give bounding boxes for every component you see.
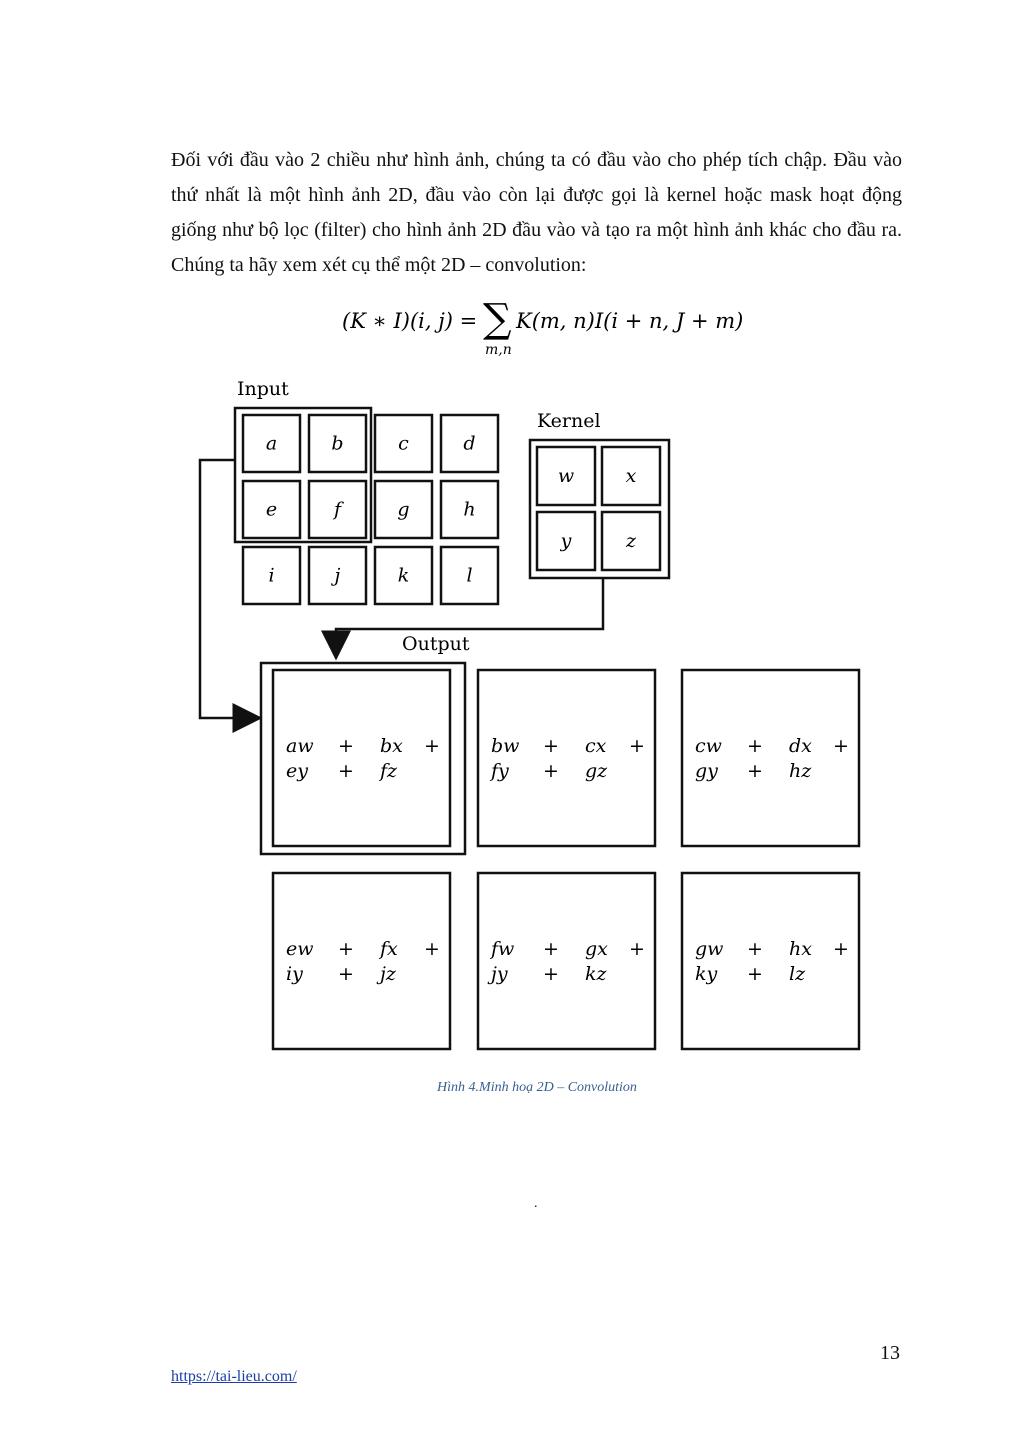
output-term: cw bbox=[695, 735, 722, 757]
input-cell-a bbox=[243, 415, 300, 472]
output-term: ey bbox=[286, 760, 308, 782]
output-term: fw bbox=[491, 938, 515, 960]
output-term: gz bbox=[585, 760, 608, 782]
input-cell-label: h bbox=[463, 498, 476, 521]
output-cell bbox=[273, 670, 450, 846]
input-cell-label: b bbox=[331, 432, 344, 455]
kernel-outer-border bbox=[530, 440, 669, 578]
input-cell-label: j bbox=[334, 564, 341, 587]
output-term: gy bbox=[695, 760, 718, 782]
input-arrow bbox=[200, 460, 260, 718]
input-cell-l bbox=[441, 547, 498, 604]
output-term: iy bbox=[286, 963, 303, 985]
plus-sign: + bbox=[747, 760, 763, 782]
output-term: fy bbox=[491, 760, 509, 782]
input-cell-i bbox=[243, 547, 300, 604]
output-window-highlight bbox=[261, 663, 465, 854]
input-cell-e bbox=[243, 481, 300, 538]
input-cell-f bbox=[309, 481, 366, 538]
output-label: Output bbox=[402, 633, 470, 655]
plus-sign: + bbox=[543, 938, 559, 960]
input-window-highlight bbox=[235, 408, 371, 542]
output-term: ky bbox=[695, 963, 718, 985]
kernel-cell-label: w bbox=[557, 465, 575, 487]
page-number: 13 bbox=[880, 1342, 900, 1364]
plus-sign: + bbox=[833, 938, 849, 960]
plus-sign: + bbox=[833, 735, 849, 757]
output-term: fz bbox=[380, 760, 398, 782]
kernel-cell-label: y bbox=[560, 530, 572, 552]
output-term: bx bbox=[380, 735, 403, 757]
plus-sign: + bbox=[338, 760, 354, 782]
input-cell-label: e bbox=[265, 498, 278, 521]
output-term: jy bbox=[491, 963, 508, 985]
figure-caption: Hình 4.Minh hoạ 2D – Convolution bbox=[437, 1080, 637, 1095]
output-term: hz bbox=[789, 760, 812, 782]
output-term: lz bbox=[789, 963, 806, 985]
input-cell-k bbox=[375, 547, 432, 604]
plus-sign: + bbox=[543, 735, 559, 757]
kernel-label: Kernel bbox=[537, 410, 601, 432]
input-cell-label: c bbox=[398, 432, 409, 455]
output-term: fx bbox=[380, 938, 398, 960]
input-label: Input bbox=[237, 378, 289, 400]
plus-sign: + bbox=[338, 963, 354, 985]
output-term: gx bbox=[585, 938, 608, 960]
formula-lhs: (K ∗ I)(i, j) = bbox=[342, 309, 478, 333]
convolution-diagram bbox=[190, 370, 880, 1070]
footer-link[interactable]: https://tai-lieu.com/ bbox=[171, 1368, 297, 1385]
output-term: dx bbox=[789, 735, 812, 757]
input-cell-g bbox=[375, 481, 432, 538]
output-cell bbox=[682, 873, 859, 1049]
output-cell bbox=[478, 873, 655, 1049]
plus-sign: + bbox=[747, 938, 763, 960]
input-cell-label: f bbox=[333, 498, 342, 521]
kernel-cell-label: z bbox=[625, 530, 637, 552]
input-cell-label: a bbox=[265, 432, 278, 455]
plus-sign: + bbox=[747, 735, 763, 757]
input-cell-label: g bbox=[397, 498, 410, 521]
kernel-cell-label: x bbox=[625, 465, 637, 487]
plus-sign: + bbox=[338, 938, 354, 960]
output-grid bbox=[273, 670, 859, 1049]
body-paragraph: Đối với đầu vào 2 chiều như hình ảnh, chúng ta có đầu vào cho phép tích chập. Đầu vào thứ nhất là một hình ảnh 2D, đầu vào còn lại được gọi là kernel hoặc mask hoạt động giống như bộ lọc (filter) cho hình ảnh 2D đầu vào và tạo ra một hình ảnh khác cho đầu ra. Chúng ta hãy xem xét cụ thể một 2D – convolution: bbox=[171, 149, 902, 276]
formula-subscript: m,n bbox=[485, 342, 512, 358]
plus-sign: + bbox=[629, 938, 645, 960]
output-cell bbox=[478, 670, 655, 846]
output-term: cx bbox=[585, 735, 607, 757]
plus-sign: + bbox=[747, 963, 763, 985]
plus-sign: + bbox=[424, 735, 440, 757]
input-cell-label: k bbox=[397, 564, 410, 587]
convolution-formula bbox=[0, 292, 1024, 362]
plus-sign: + bbox=[543, 963, 559, 985]
output-term: aw bbox=[286, 735, 314, 757]
output-term: bw bbox=[491, 735, 520, 757]
output-term: kz bbox=[585, 963, 607, 985]
output-cell bbox=[682, 670, 859, 846]
input-cell-c bbox=[375, 415, 432, 472]
center-dot: . bbox=[534, 1196, 538, 1211]
input-cell-label: i bbox=[268, 564, 275, 587]
input-cell-h bbox=[441, 481, 498, 538]
output-term: gw bbox=[695, 938, 724, 960]
output-term: jz bbox=[380, 963, 396, 985]
output-term: hx bbox=[789, 938, 812, 960]
input-cell-label: l bbox=[466, 564, 473, 587]
input-cell-j bbox=[309, 547, 366, 604]
formula-rhs: K(m, n)I(i + n, J + m) bbox=[516, 309, 744, 333]
plus-sign: + bbox=[424, 938, 440, 960]
plus-sign: + bbox=[543, 760, 559, 782]
input-cell-label: d bbox=[463, 432, 476, 455]
input-cell-b bbox=[309, 415, 366, 472]
plus-sign: + bbox=[629, 735, 645, 757]
formula-sum-symbol: ∑ bbox=[483, 296, 512, 342]
output-cell bbox=[273, 873, 450, 1049]
input-cell-d bbox=[441, 415, 498, 472]
plus-sign: + bbox=[338, 735, 354, 757]
output-term: ew bbox=[286, 938, 314, 960]
kernel-grid bbox=[537, 447, 660, 570]
